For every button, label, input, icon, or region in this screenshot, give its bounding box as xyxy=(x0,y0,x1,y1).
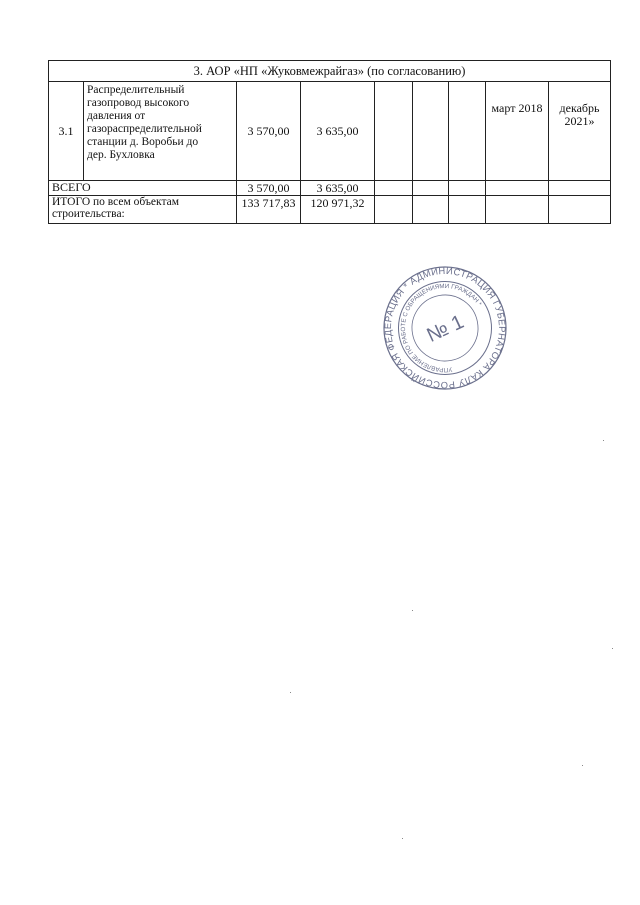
empty-cell xyxy=(449,181,486,196)
scan-speck xyxy=(412,610,413,611)
total-value-2: 3 635,00 xyxy=(301,181,375,196)
empty-cell xyxy=(375,196,413,224)
value-cell-1: 3 570,00 xyxy=(237,82,301,181)
description-line: давления от xyxy=(87,110,146,122)
empty-cell xyxy=(413,196,449,224)
official-stamp xyxy=(382,265,508,391)
empty-cell xyxy=(486,181,549,196)
total-label: ВСЕГО xyxy=(49,181,237,196)
total-value-1: 3 570,00 xyxy=(237,181,301,196)
empty-cell xyxy=(449,196,486,224)
section-header-row xyxy=(49,61,611,82)
scan-speck xyxy=(612,648,613,649)
empty-cell xyxy=(413,181,449,196)
scan-speck xyxy=(603,440,604,441)
empty-cell xyxy=(549,181,611,196)
description-line: дер. Бухловка xyxy=(87,149,155,161)
empty-cell xyxy=(449,82,486,181)
end-date: декабрь 2021» xyxy=(549,82,611,181)
start-date: март 2018 xyxy=(486,82,549,181)
empty-cell xyxy=(375,181,413,196)
stamp-number: № 1 xyxy=(423,310,468,347)
data-table xyxy=(48,60,611,224)
description-line: Распределительный xyxy=(87,84,185,96)
empty-cell xyxy=(549,196,611,224)
scan-speck xyxy=(402,838,403,839)
empty-cell xyxy=(375,82,413,181)
grand-total-value-2: 120 971,32 xyxy=(301,196,375,224)
scan-speck xyxy=(290,692,291,693)
stamp-inner-textpath: УПРАВЛЕНИЕ ПО РАБОТЕ С ОБРАЩЕНИЯМИ ГРАЖДАН * xyxy=(399,282,483,374)
scan-speck xyxy=(582,765,583,766)
object-description xyxy=(84,82,237,181)
description-line: станции д. Воробьи до xyxy=(87,136,199,148)
row-number: 3.1 xyxy=(49,82,84,181)
value-cell-2: 3 635,00 xyxy=(301,82,375,181)
stamp-outer-textpath: РОССИЙСКАЯ ФЕДЕРАЦИЯ * АДМИНИСТРАЦИЯ ГУБЕРНАТОРА КАЛУЖСКОЙ xyxy=(382,265,508,391)
section-title: 3. АОР «НП «Жуковмежрайгаз» (по согласованию) xyxy=(49,61,611,82)
empty-cell xyxy=(486,196,549,224)
description-line: газораспределительной xyxy=(87,123,202,135)
table-row xyxy=(49,82,611,181)
grand-total-row xyxy=(49,196,611,224)
total-row xyxy=(49,181,611,196)
grand-total-label: ИТОГО по всем объектам строительства: xyxy=(49,196,237,224)
grand-total-value-1: 133 717,83 xyxy=(237,196,301,224)
description-line: газопровод высокого xyxy=(87,97,190,109)
empty-cell xyxy=(413,82,449,181)
